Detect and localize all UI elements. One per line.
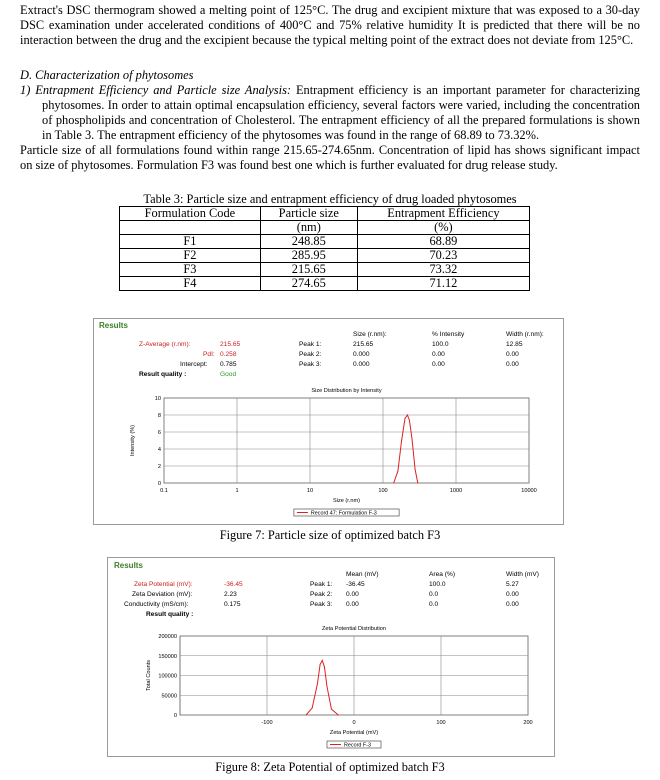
z-average-label: Z-Average (r.nm): [139,341,191,348]
quality-label: Result quality : [139,371,187,378]
table-row [120,249,530,263]
entrapment-title: 1) Entrapment Efficiency and Particle size Analysis: [20,83,292,97]
chart-title: Zeta Potential Distribution [321,626,387,632]
x-tick-label: 200 [523,720,533,726]
figure-8-caption: Figure 8: Zeta Potential of optimized batch F3 [215,760,445,774]
peak-3-label: Peak 3: [310,601,333,608]
peak-1-intensity: 100.0 [432,341,449,348]
x-tick-label: 100 [436,720,446,726]
table-header: Formulation Code [120,207,261,221]
y-tick-label: 100000 [158,673,177,680]
zeta-deviation-value: 2.23 [224,591,237,598]
data-point [412,438,413,439]
peak-2-size: 0.000 [353,351,370,358]
y-tick-label: 4 [157,447,161,453]
x-tick-label: -100 [261,720,273,726]
section-heading: D. Characterization of phytosomes [20,68,194,82]
peak-3-mean: 0.00 [346,601,359,608]
y-tick-label: 2 [157,464,161,470]
peak-1-size: 215.65 [353,341,374,348]
legend-label: Record 47: Formulation F-3 [310,510,377,517]
table-cell: 73.32 [357,263,529,277]
table-subheader: (%) [357,221,529,235]
figure-7-report [93,318,564,525]
peak-2-intensity: 0.00 [432,351,445,358]
peak-2-label: Peak 2: [310,591,333,598]
x-axis-label: Size (r.nm) [332,498,361,504]
intercept-label: Intercept: [180,361,208,368]
y-tick-label: 150000 [158,653,177,660]
zeta-potential-value: -36.45 [224,581,243,588]
peak-1-label: Peak 1: [310,581,333,588]
data-point [401,440,402,441]
data-point [338,715,339,716]
table-3 [119,206,530,291]
peak-3-size: 0.000 [353,361,370,368]
data-point [322,660,323,661]
table-cell: F2 [120,249,261,263]
x-tick-label: 100 [378,488,388,494]
table-caption: Table 3: Particle size and entrapment efficiency of drug loaded phytosomes [143,192,517,206]
data-point [331,709,332,710]
table-cell: F4 [120,277,261,291]
zeta-potential-label: Zeta Potential (mV): [134,581,193,588]
peak-1-width: 12.85 [506,341,523,348]
data-point [324,666,325,667]
peak-1-width: 5.27 [506,581,519,588]
results-title: Results [99,321,128,330]
data-point [415,469,416,470]
col-size-header: Size (r.nm): [353,331,387,338]
data-point [317,683,318,684]
data-point [306,715,307,716]
col-intensity-header: % Intensity [432,331,465,338]
peak-3-intensity: 0.00 [432,361,445,368]
table-cell: 248.85 [260,235,357,249]
entrapment-paragraph [20,83,640,143]
table-row [120,263,530,277]
y-tick-label: 50000 [161,693,177,700]
table-cell: F3 [120,263,261,277]
col-area-header: Area (%) [429,571,456,578]
y-tick-label: 6 [157,430,161,436]
plot-frame [164,398,529,483]
data-point [407,415,408,416]
y-tick-label: 10 [154,396,161,402]
x-tick-label: 10000 [521,488,537,494]
chart-title: Size Distribution by Intensity [311,388,382,394]
col-width-header: Width (mV) [506,571,539,578]
table-cell: 70.23 [357,249,529,263]
x-tick-label: 0 [352,720,356,726]
table-cell: 68.89 [357,235,529,249]
x-tick-label: 10 [306,488,314,494]
peak-1-mean: -36.45 [346,581,365,588]
table-subheader-row [120,221,530,235]
peak-3-width: 0.00 [506,601,519,608]
table-cell: F1 [120,235,261,249]
table-header-row [120,207,530,221]
peak-3-label: Peak 3: [299,361,322,368]
table-row [120,235,530,249]
intercept-value: 0.785 [220,361,237,368]
pdi-label: PdI: [203,351,215,358]
peak-2-width: 0.00 [506,351,519,358]
peak-2-label: Peak 2: [299,351,322,358]
peak-3-width: 0.00 [506,361,519,368]
table-cell: 71.12 [357,277,529,291]
y-axis-label: Total Counts [146,659,152,692]
peak-3-area: 0.0 [429,601,439,608]
table-header: Particle size [260,207,357,221]
x-axis-label: Zeta Potential (mV) [329,730,379,736]
table-cell: 274.65 [260,277,357,291]
figure-8-report [107,557,555,757]
table-header: Entrapment Efficiency [357,207,529,221]
peak-2-mean: 0.00 [346,591,359,598]
peak-1-area: 100.0 [429,581,446,588]
quality-value: Good [220,371,237,378]
y-axis-label: Intensity (%) [130,424,136,457]
data-point [327,686,328,687]
data-point [404,418,405,419]
conductivity-value: 0.175 [224,601,241,608]
y-tick-label: 200000 [158,634,177,640]
y-tick-label: 0 [173,713,177,719]
data-point [409,420,410,421]
y-tick-label: 8 [157,413,161,419]
y-tick-label: 0 [157,481,161,487]
peak-2-area: 0.0 [429,591,439,598]
data-point [312,707,313,708]
table-subheader: (nm) [260,221,357,235]
conductivity-label: Conductivity (mS/cm): [124,601,189,608]
table-cell: 285.95 [260,249,357,263]
table-row [120,277,530,291]
peak-2-width: 0.00 [506,591,519,598]
x-tick-label: 1000 [449,488,463,494]
figure-7-caption: Figure 7: Particle size of optimized batch F3 [219,528,441,542]
x-tick-label: 1 [235,488,239,494]
table-cell: 215.65 [260,263,357,277]
data-point [417,483,418,484]
size-distribution-chart [94,383,561,523]
results-title: Results [114,561,143,570]
data-point [397,471,398,472]
pdi-value: 0.258 [220,351,237,358]
data-point [320,664,321,665]
entrapment-body: Entrapment efficiency is an important parameter for characterizing phytosomes. In order to attain optimal encapsulation efficiency, several factors were varied, including the concentration of phospholipids and concentration of Cholesterol. The entrapment efficiency of all the prepared formulations is shown in Table 3. The entrapment efficiency of the phytosomes was found in the range of 68.89 to 73.32%. [42,83,640,142]
zeta-deviation-label: Zeta Deviation (mV): [132,591,193,598]
peak-1-label: Peak 1: [299,341,322,348]
x-tick-label: 0.1 [160,488,168,494]
col-width-header: Width (r.nm): [506,331,544,338]
intro-paragraph: Extract's DSC thermogram showed a melting point of 125°C. The drug and excipient mixture that was exposed to a 30-day DSC examination under accelerated conditions of 400°C and 75% relative humidity It is predicted that there will be no interaction between the drug and the excipient because the typical melting point of the extract does not deviate from 125°C. [20,3,640,47]
particle-size-paragraph: Particle size of all formulations found within range 215.65-274.65nm. Concentration of lipid has shows significant impact on size of phytosomes. Formulation F3 was found best one which is further evaluated for drug release study. [20,143,640,172]
col-mean-header: Mean (mV) [346,571,379,578]
z-average-value: 215.65 [220,341,241,348]
zeta-potential-chart [108,619,552,755]
quality-label: Result quality : [146,611,194,618]
data-point [393,483,394,484]
table-subheader [120,221,261,235]
legend-label: Record F-3 [344,742,371,749]
